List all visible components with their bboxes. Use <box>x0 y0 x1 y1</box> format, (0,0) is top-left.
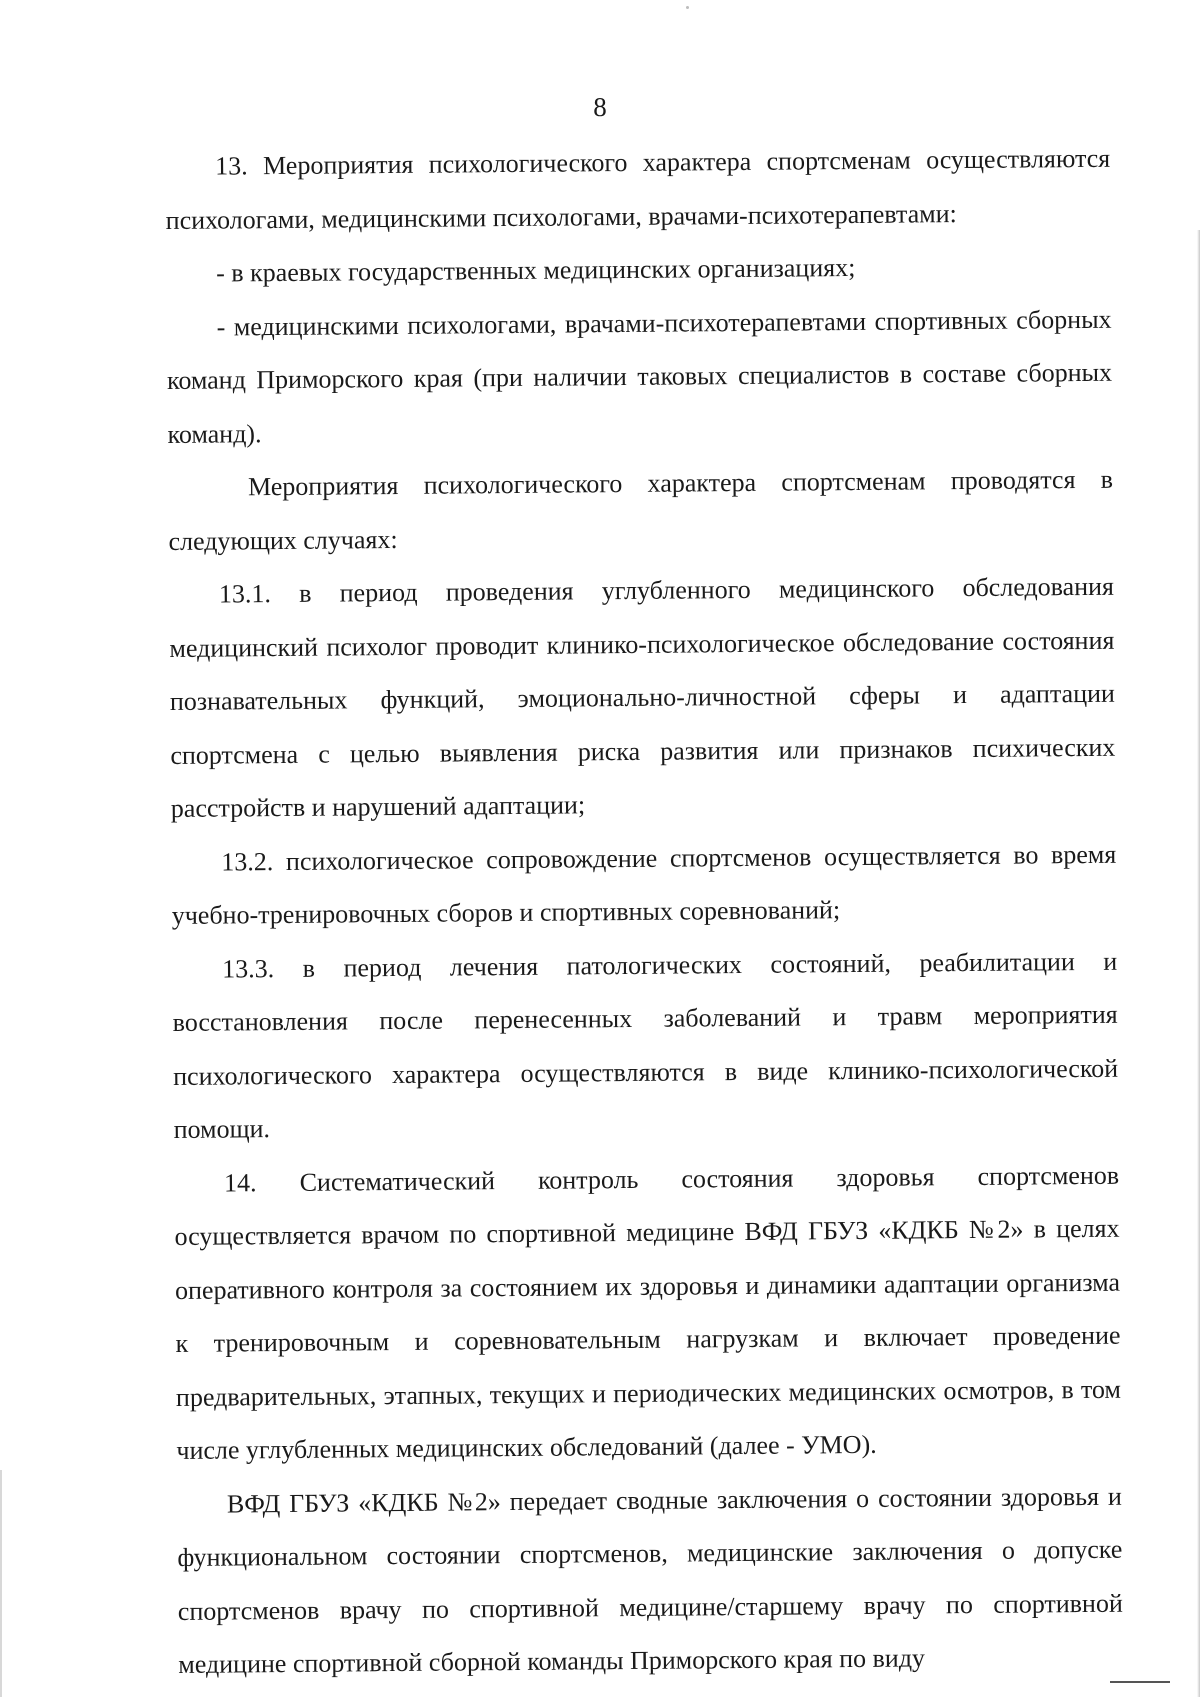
page-number: 8 <box>593 92 607 122</box>
paragraph-13-2: 13.2. психологическое сопровождение спортсменов осуществляется во время учебно-тренировочных сборов и спортивных соревнований; <box>171 839 1117 930</box>
paragraph-13: 13. Мероприятия психологического характера спортсменам осуществляются психологами, медицинскими психологами, врачами-психотерапевтами: <box>165 143 1111 235</box>
paragraph-13-3: 13.3. в период лечения патологических состояний, реабилитации и восстановления после перенесенных заболеваний и травм мероприятия психологического характера осуществляются в виде клинико-психологической помощи. <box>172 946 1119 1144</box>
paragraph-14-vfd: ВФД ГБУЗ «КДКБ №2» передает сводные заключения о состоянии здоровья и функциональном состоянии спортсменов, медицинские заключения о допуске спортсменов врачу по спортивной медицине/старшему врачу по спортивной медицине спортивной сборной команды Приморского края по виду <box>177 1481 1123 1679</box>
paragraph-13-item-1: - в краевых государственных медицинских организациях; <box>216 252 856 288</box>
paragraph-13-item-2: - медицинскими психологами, врачами-психотерапевтами спортивных сборных команд Приморского края (при наличии таковых специалистов в составе сборных команд). <box>166 304 1113 449</box>
paragraph-13-1: 13.1. в период проведения углубленного медицинского обследования медицинский психолог проводит клинико-психологическое обследование состояния познавательных функций, эмоционально-личностной сферы и адаптации спортсмена с целью выявления риска развития или признаков психических расстройств и нарушений адаптации; <box>169 571 1116 823</box>
scan-edge-left <box>0 1470 2 1697</box>
paragraph-14: 14. Систематический контроль состояния здоровья спортсменов осуществляется врачом по спортивной медицине ВФД ГБУЗ «КДКБ №2» в целях оперативного контроля за состоянием их здоровья и динамики адаптации организма к тренировочным и соревновательным нагрузкам и включает проведение предварительных, этапных, текущих и периодических медицинских осмотров, в том числе углубленных медицинских обследований (далее - УМО). <box>174 1160 1122 1465</box>
document-body <box>165 132 1124 1692</box>
paragraph-13-cases: Мероприятия психологического характера спортсменам проводятся в следующих случаях: <box>168 464 1114 556</box>
scan-artifact-dot <box>686 6 689 9</box>
